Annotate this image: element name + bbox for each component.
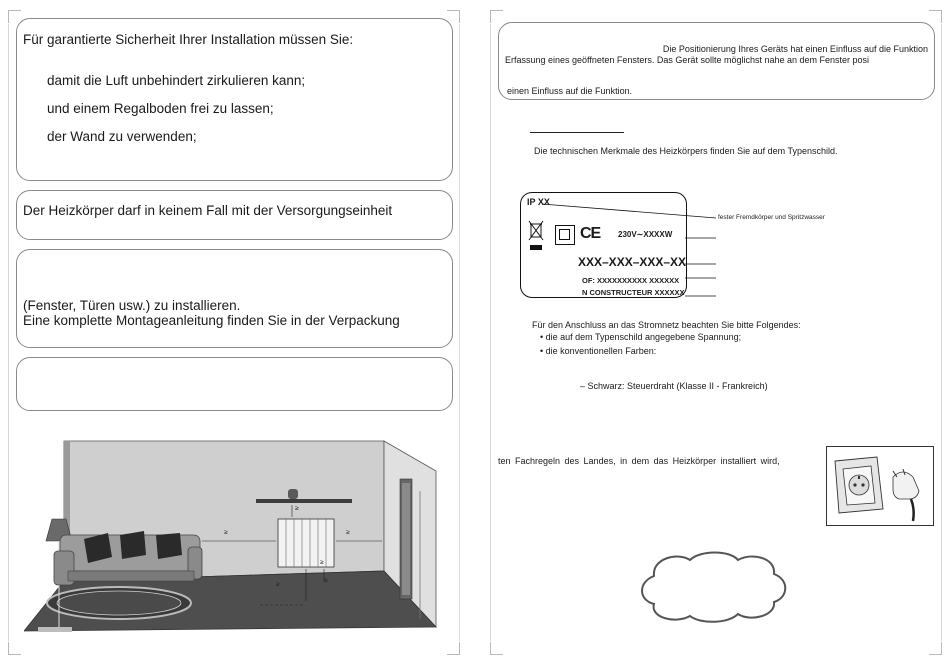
positioning-box (498, 22, 935, 100)
nameplate-intro: Die technischen Merkmale des Heizkörpers finden Sie auf dem Typenschild. (534, 146, 838, 156)
page-edge (490, 24, 491, 641)
nameplate-diagram (520, 192, 860, 302)
dimension-label: ≥ (295, 505, 299, 512)
crop-mark (490, 642, 503, 655)
page-edge (8, 24, 9, 641)
positioning-line: Erfassung eines geöffneten Fensters. Das Gerät sollte möglichst nahe an dem Fenster posi (505, 55, 870, 65)
safety-instructions-box (16, 18, 453, 181)
empty-box (16, 357, 453, 411)
callout-lines (520, 192, 860, 302)
nameplate-voltage: 230V∼XXXXW (618, 230, 673, 239)
nameplate-model: XXX–XXX–XXX–XX (578, 255, 687, 269)
safety-item: der Wand zu verwenden; (47, 129, 197, 144)
installation-line: (Fenster, Türen usw.) zu installieren. (23, 298, 241, 313)
cloud-shape (634, 546, 794, 626)
dimension-label: ≥ (324, 577, 328, 584)
room-drawing (24, 431, 450, 647)
dimension-label: ≥ (276, 581, 280, 588)
connection-intro: Für den Anschluss an das Stromnetz beachten Sie bitte Folgendes: (532, 320, 801, 330)
crop-mark (929, 10, 942, 23)
connection-bullet: • die auf dem Typenschild angegebene Spannung; (540, 332, 742, 342)
room-illustration (24, 431, 450, 647)
safety-item: und einem Regalboden frei zu lassen; (47, 101, 274, 116)
right-page (490, 10, 942, 655)
page-edge (459, 24, 460, 641)
positioning-line: Die Positionierung Ihres Geräts hat einen Einfluss auf die Funktion (662, 44, 928, 54)
installation-box (16, 249, 453, 348)
installation-line: Eine komplette Montageanleitung finden Sie in der Verpackung (23, 313, 400, 328)
dimension-label: ≥ (320, 559, 324, 566)
nameplate-ce: CE (580, 225, 601, 242)
page-edge (941, 24, 942, 641)
warning-text: Der Heizkörper darf in keinem Fall mit der Versorgungseinheit (23, 203, 393, 218)
dimension-label: ≥ (346, 529, 350, 536)
section-rule (530, 132, 624, 133)
positioning-line: einen Einfluss auf die Funktion. (507, 86, 633, 96)
nameplate-constructeur: N CONSTRUCTEUR XXXXXX (582, 288, 685, 297)
dimension-label: ≥ (224, 529, 228, 536)
crop-mark (447, 10, 460, 23)
rules-text: ten Fachregeln des Landes, in dem das Heizkörper installiert wird, (498, 456, 780, 466)
crop-mark (8, 642, 21, 655)
socket-plug-drawing (827, 447, 933, 525)
crop-mark (929, 642, 942, 655)
safety-item: damit die Luft unbehindert zirkulieren kann; (47, 73, 306, 88)
callout-ip: fester Fremdkörper und Spritzwasser (718, 214, 825, 221)
wire-color-note: – Schwarz: Steuerdraht (Klasse II - Frankreich) (580, 381, 768, 391)
nameplate-ip: IP XX (527, 197, 550, 207)
safety-heading: Für garantierte Sicherheit Ihrer Installation müssen Sie: (23, 32, 354, 47)
socket-plug-image (826, 446, 934, 526)
left-page (8, 10, 460, 655)
connection-bullet: • die konventionellen Farben: (540, 346, 657, 356)
crop-mark (490, 10, 503, 23)
nameplate-of: OF: XXXXXXXXXX XXXXXX (582, 276, 680, 285)
warning-box (16, 190, 453, 240)
crop-mark (8, 10, 21, 23)
